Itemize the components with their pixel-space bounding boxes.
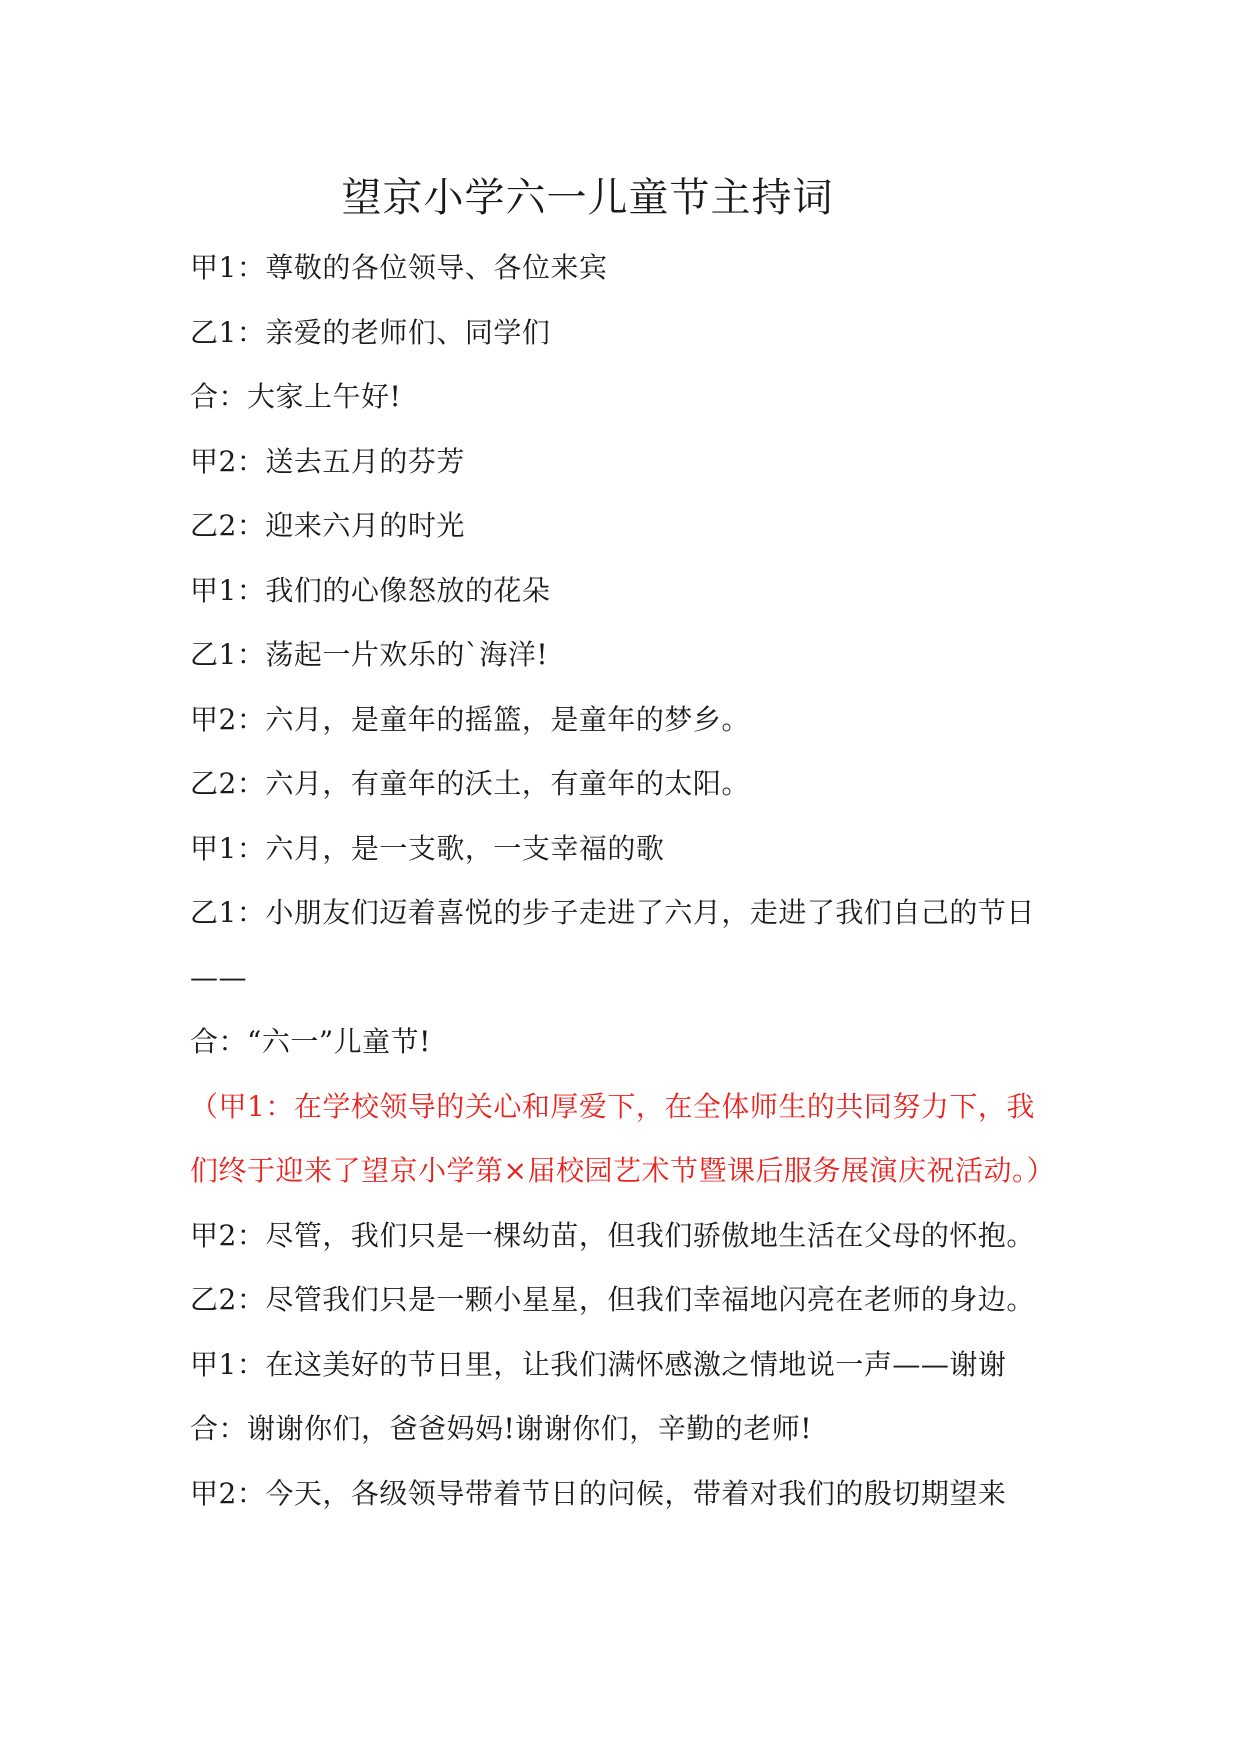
- script-line: 甲2：六月，是童年的摇篮，是童年的梦乡。: [190, 702, 750, 736]
- script-line: 乙1：亲爱的老师们、同学们: [190, 315, 551, 349]
- script-line: 甲1：六月，是一支歌，一支幸福的歌: [190, 831, 665, 865]
- script-line: 乙1：小朋友们迈着喜悦的步子走进了六月，走进了我们自己的节日——: [190, 896, 1035, 994]
- script-line: 甲2：今天，各级领导带着节日的问候，带着对我们的殷切期望来: [190, 1476, 1007, 1510]
- script-line: 甲1：我们的心像怒放的花朵: [190, 573, 551, 607]
- script-line: 合：谢谢你们，爸爸妈妈!谢谢你们，辛勤的老师!: [190, 1412, 813, 1445]
- highlighted-note: （甲1：在学校领导的关心和厚爱下，在全体师生的共同努力下，我们终于迎来了望京小学第×届校园艺术节暨课后服务展演庆祝活动。）: [190, 1089, 1055, 1187]
- document-title: 望京小学六一儿童节主持词: [341, 175, 834, 221]
- script-line: 乙2：迎来六月的时光: [190, 509, 465, 542]
- script-line: 甲2：送去五月的芬芳: [190, 444, 465, 478]
- script-line: 乙2：六月，有童年的沃土，有童年的太阳。: [190, 767, 750, 800]
- script-line: 合：“六一”儿童节!: [190, 1025, 431, 1058]
- script-body: [190, 236, 1060, 1526]
- script-line: 乙2：尽管我们只是一颗小星星，但我们幸福地闪亮在老师的身边。: [190, 1283, 1035, 1316]
- script-line: 乙1：荡起一片欢乐的`海洋!: [190, 638, 549, 671]
- script-line: 合：大家上午好!: [190, 380, 402, 413]
- script-line: 甲1：尊敬的各位领导、各位来宾: [190, 251, 608, 284]
- script-line: 甲1：在这美好的节日里，让我们满怀感激之情地说一声——谢谢: [190, 1347, 1007, 1381]
- script-line: 甲2：尽管，我们只是一棵幼苗，但我们骄傲地生活在父母的怀抱。: [190, 1218, 1035, 1252]
